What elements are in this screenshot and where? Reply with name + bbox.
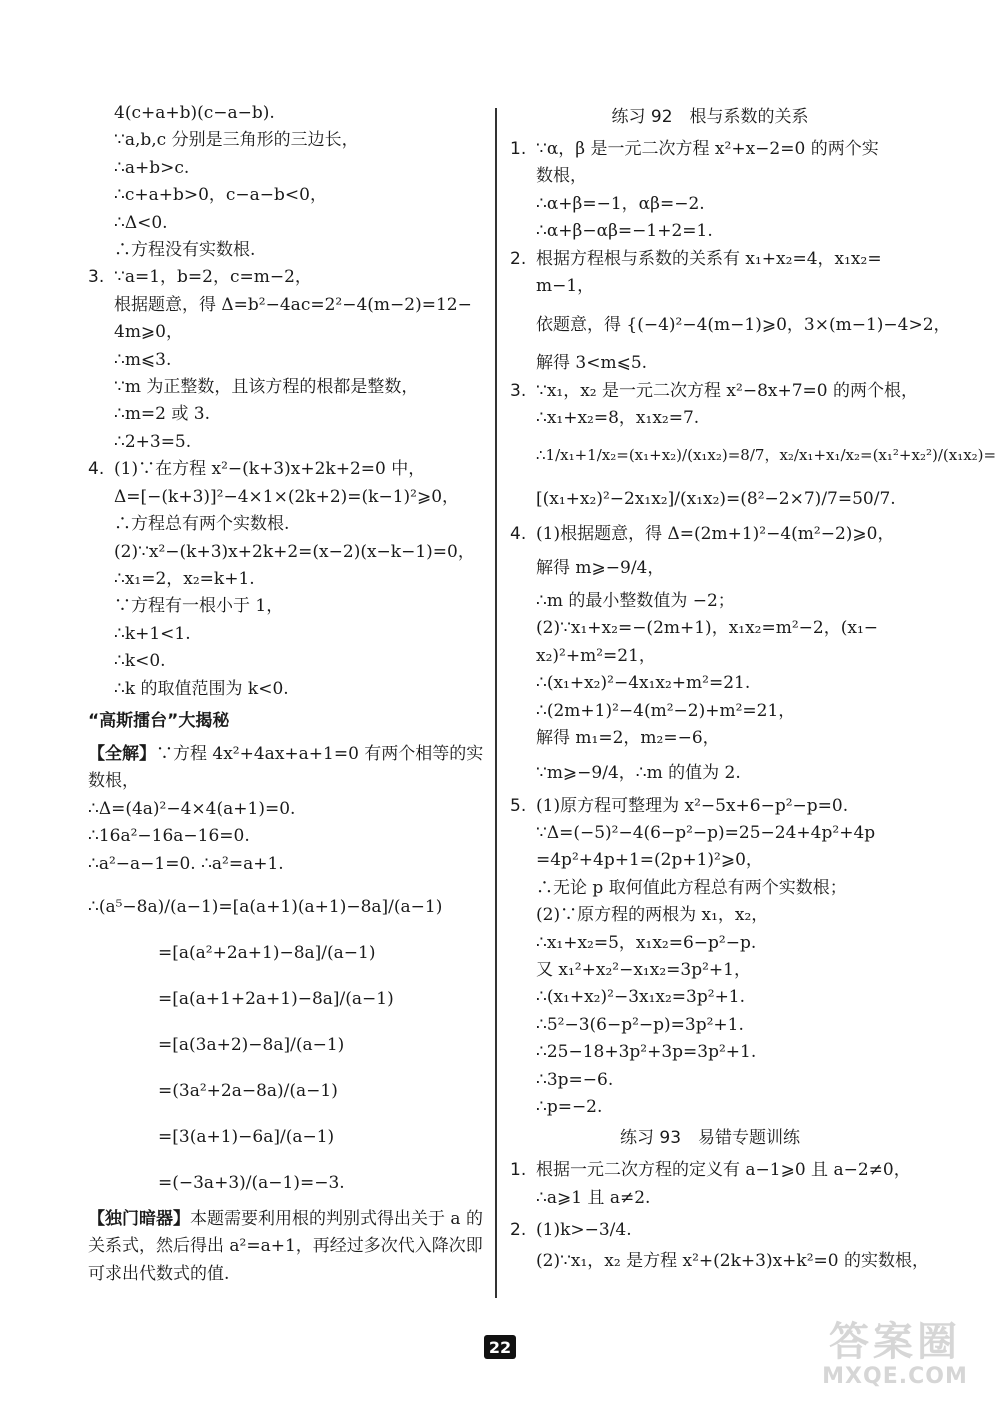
e-problem-1 — [510, 1157, 910, 1212]
page-number: 22 — [484, 1335, 516, 1359]
secret-weapon-note — [88, 1206, 483, 1288]
text-line: ∴Δ=(4a)²−4×4(a+1)=0. — [88, 798, 296, 819]
equation-system-line: 依题意，得 {(−4)²−4(m−1)⩾0，3×(m−1)−4>2， — [536, 315, 951, 336]
r-problem-5 — [510, 793, 910, 1122]
e-problem-2 — [510, 1212, 930, 1275]
text-line: ∵a=1，b=2，c=m−2， — [114, 267, 312, 288]
full-solution — [88, 741, 483, 878]
text-line: ∴无论 p 取何值此方程总有两个实数根； — [536, 877, 847, 898]
text-line: 本题需要利用根的判别式得出关于 a 的 — [190, 1208, 483, 1229]
text-line: x₂)²+m²=21， — [536, 645, 656, 666]
watermark — [800, 1320, 990, 1395]
text-line: ∴a⩾1 且 a≠2. — [536, 1187, 651, 1208]
equation-line: =[3(a+1)−6a]/(a−1) — [158, 1126, 335, 1147]
text-line: ∴k 的取值范围为 k<0. — [114, 678, 289, 699]
equation-line: ∴(a⁵−8a)/(a−1)=[a(a+1)(a+1)−8a]/(a−1) — [88, 896, 443, 917]
text-line: ∵方程有一根小于 1， — [114, 596, 284, 617]
problem-number: 1. — [510, 139, 527, 159]
text-line: ∴16a²−16a−16=0. — [88, 826, 250, 847]
text-line: ∴(2m+1)²−4(m²−2)+m²=21， — [536, 700, 796, 721]
problem-number: 3. — [510, 380, 527, 401]
problem-4 — [88, 456, 483, 703]
equation-line: [(x₁+x₂)²−2x₁x₂]/(x₁x₂)=(8²−2×7)/7=50/7. — [536, 488, 896, 509]
text-line: 又 x₁²+x₂²−x₁x₂=3p²+1， — [536, 959, 751, 980]
text-line: 解得 m⩾−9/4， — [536, 558, 665, 579]
text-line: ∴α+β−αβ=−1+2=1. — [536, 221, 713, 242]
watermark-url: MXQE.COM — [822, 1364, 968, 1389]
text-line: Δ=[−(k+3)]²−4×1×(2k+2)=(k−1)²⩾0， — [114, 486, 460, 507]
text-line: (1)根据题意，得 Δ=(2m+1)²−4(m²−2)⩾0， — [536, 523, 895, 544]
text-line: ∴x₁=2，x₂=k+1. — [114, 568, 255, 589]
text-line: ∴(x₁+x₂)²−4x₁x₂+m²=21. — [536, 673, 751, 694]
problem-number: 4. — [510, 523, 527, 544]
text-line: 4m⩾0， — [114, 322, 183, 343]
r-problem-4 — [510, 521, 910, 793]
left-column — [88, 100, 483, 1288]
text-line: (2)∵原方程的两根为 x₁，x₂， — [536, 905, 769, 926]
right-column — [510, 100, 997, 1276]
text-line: ∴25−18+3p²+3p=3p²+1. — [536, 1042, 757, 1063]
text-line: 关系式，然后得出 a²=a+1，再经过多次代入降次即 — [88, 1236, 483, 1257]
text-line: ∴m=2 或 3. — [114, 404, 211, 425]
equation-line: =[a(a+1+2a+1)−8a]/(a−1) — [158, 988, 394, 1009]
problem-number: 5. — [510, 795, 527, 816]
text-line: ∴3p=−6. — [536, 1069, 614, 1090]
text-line: (1)原方程可整理为 x²−5x+6−p²−p=0. — [536, 795, 849, 816]
text-line: 解得 3<m⩽5. — [536, 353, 648, 374]
text-line: ∴(x₁+x₂)²−3x₁x₂=3p²+1. — [536, 987, 746, 1008]
equation-line: =[a(a²+2a+1)−8a]/(a−1) — [158, 942, 376, 963]
problem-number: 1. — [510, 1160, 527, 1181]
text-line: ∵m 为正整数，且该方程的根都是整数， — [114, 377, 419, 398]
problem-3 — [88, 264, 483, 456]
problem-number: 2. — [510, 248, 527, 269]
text-line: ∴方程总有两个实数根. — [114, 514, 290, 535]
text-line: ∴a²−a−1=0. ∴a²=a+1. — [88, 853, 284, 874]
text-line: (2)∵x²−(k+3)x+2k+2=(x−2)(x−k−1)=0， — [114, 541, 475, 562]
problem-number: 4. — [88, 459, 105, 480]
text-line: (1)∵在方程 x²−(k+3)x+2k+2=0 中， — [114, 459, 426, 480]
text-line: ∴k<0. — [114, 651, 166, 672]
text-line: ∴a+b>c. — [114, 157, 190, 178]
equation-line: =(3a²+2a−8a)/(a−1) — [158, 1080, 338, 1101]
text-line: ∵Δ=(−5)²−4(6−p²−p)=25−24+4p²+4p — [536, 822, 876, 843]
r-problem-2 — [510, 246, 951, 378]
text-line: (1)k>−3/4. — [536, 1220, 632, 1241]
watermark-logo: 答案圈 — [829, 1319, 961, 1365]
equation-line: =[a(3a+2)−8a]/(a−1) — [158, 1034, 345, 1055]
equation-line: =(−3a+3)/(a−1)=−3. — [158, 1172, 345, 1193]
fraction-derivation — [88, 884, 483, 1206]
text-line: 数根， — [536, 166, 587, 187]
exercise-92-title: 练习 92 根与系数的关系 — [611, 107, 809, 127]
text-line: 可求出代数式的值. — [88, 1263, 230, 1284]
secret-weapon-tag: 【独门暗器】 — [88, 1208, 190, 1229]
text-line: ∵x₁，x₂ 是一元二次方程 x²−8x+7=0 的两个根， — [536, 380, 919, 401]
text-line: ∴p=−2. — [536, 1096, 603, 1117]
text-line: ∴k+1<1. — [114, 623, 191, 644]
text-line: ∴m 的最小整数值为 −2； — [536, 591, 735, 612]
text-line: ∴5²−3(6−p²−p)=3p²+1. — [536, 1014, 744, 1035]
text-line: 根据方程根与系数的关系有 x₁+x₂=4，x₁x₂= — [536, 248, 882, 269]
problem-number: 2. — [510, 1220, 527, 1241]
text-line: =4p²+4p+1=(2p+1)²⩾0， — [536, 850, 763, 871]
text-line: ∴x₁+x₂=8，x₁x₂=7. — [536, 408, 700, 429]
gauss-section-title: “高斯擂台”大揭秘 — [88, 710, 230, 731]
text-line: ∴α+β=−1，αβ=−2. — [536, 193, 705, 214]
text-line: 4(c+a+b)(c−a−b). — [114, 103, 275, 123]
text-line: 解得 m₁=2，m₂=−6， — [536, 728, 720, 749]
text-line: ∴2+3=5. — [114, 431, 192, 452]
equation-line: ∴1/x₁+1/x₂=(x₁+x₂)/(x₁x₂)=8/7，x₂/x₁+x₁/x₂=(x₁²+x₂²)/(x₁x₂)= — [536, 445, 997, 464]
text-line: 数根， — [88, 771, 139, 792]
r-problem-1 — [510, 136, 910, 246]
problem-number: 3. — [88, 267, 105, 288]
prev-problem-continuation — [88, 100, 483, 264]
exercise-93-title: 练习 93 易错专题训练 — [619, 1128, 801, 1149]
text-line: ∴x₁+x₂=5，x₁x₂=6−p²−p. — [536, 932, 757, 953]
r-problem-3 — [510, 378, 997, 521]
text-line: 根据一元二次方程的定义有 a−1⩾0 且 a−2≠0， — [536, 1160, 911, 1181]
text-line: ∴Δ<0. — [114, 212, 168, 233]
text-line: ∴方程没有实数根. — [114, 240, 256, 261]
text-line: ∴m⩽3. — [114, 349, 172, 370]
text-line: 根据题意，得 Δ=b²−4ac=2²−4(m−2)=12− — [114, 294, 472, 315]
text-line: ∵a,b,c 分别是三角形的三边长， — [114, 130, 359, 151]
full-solution-tag: 【全解】 — [88, 743, 156, 764]
text-line: ∵m⩾−9/4，∴m 的值为 2. — [536, 762, 741, 783]
text-line: (2)∵x₁+x₂=−(2m+1)，x₁x₂=m²−2，(x₁− — [536, 618, 879, 639]
column-divider — [495, 108, 497, 1298]
text-line: ∵α，β 是一元二次方程 x²+x−2=0 的两个实 — [536, 139, 879, 159]
text-line: (2)∵x₁，x₂ 是方程 x²+(2k+3)x+k²=0 的实数根， — [536, 1251, 930, 1272]
text-line: ∴c+a+b>0，c−a−b<0， — [114, 185, 327, 206]
text-line: m−1， — [536, 276, 595, 297]
text-line: ∵方程 4x²+4ax+a+1=0 有两个相等的实 — [156, 743, 484, 764]
